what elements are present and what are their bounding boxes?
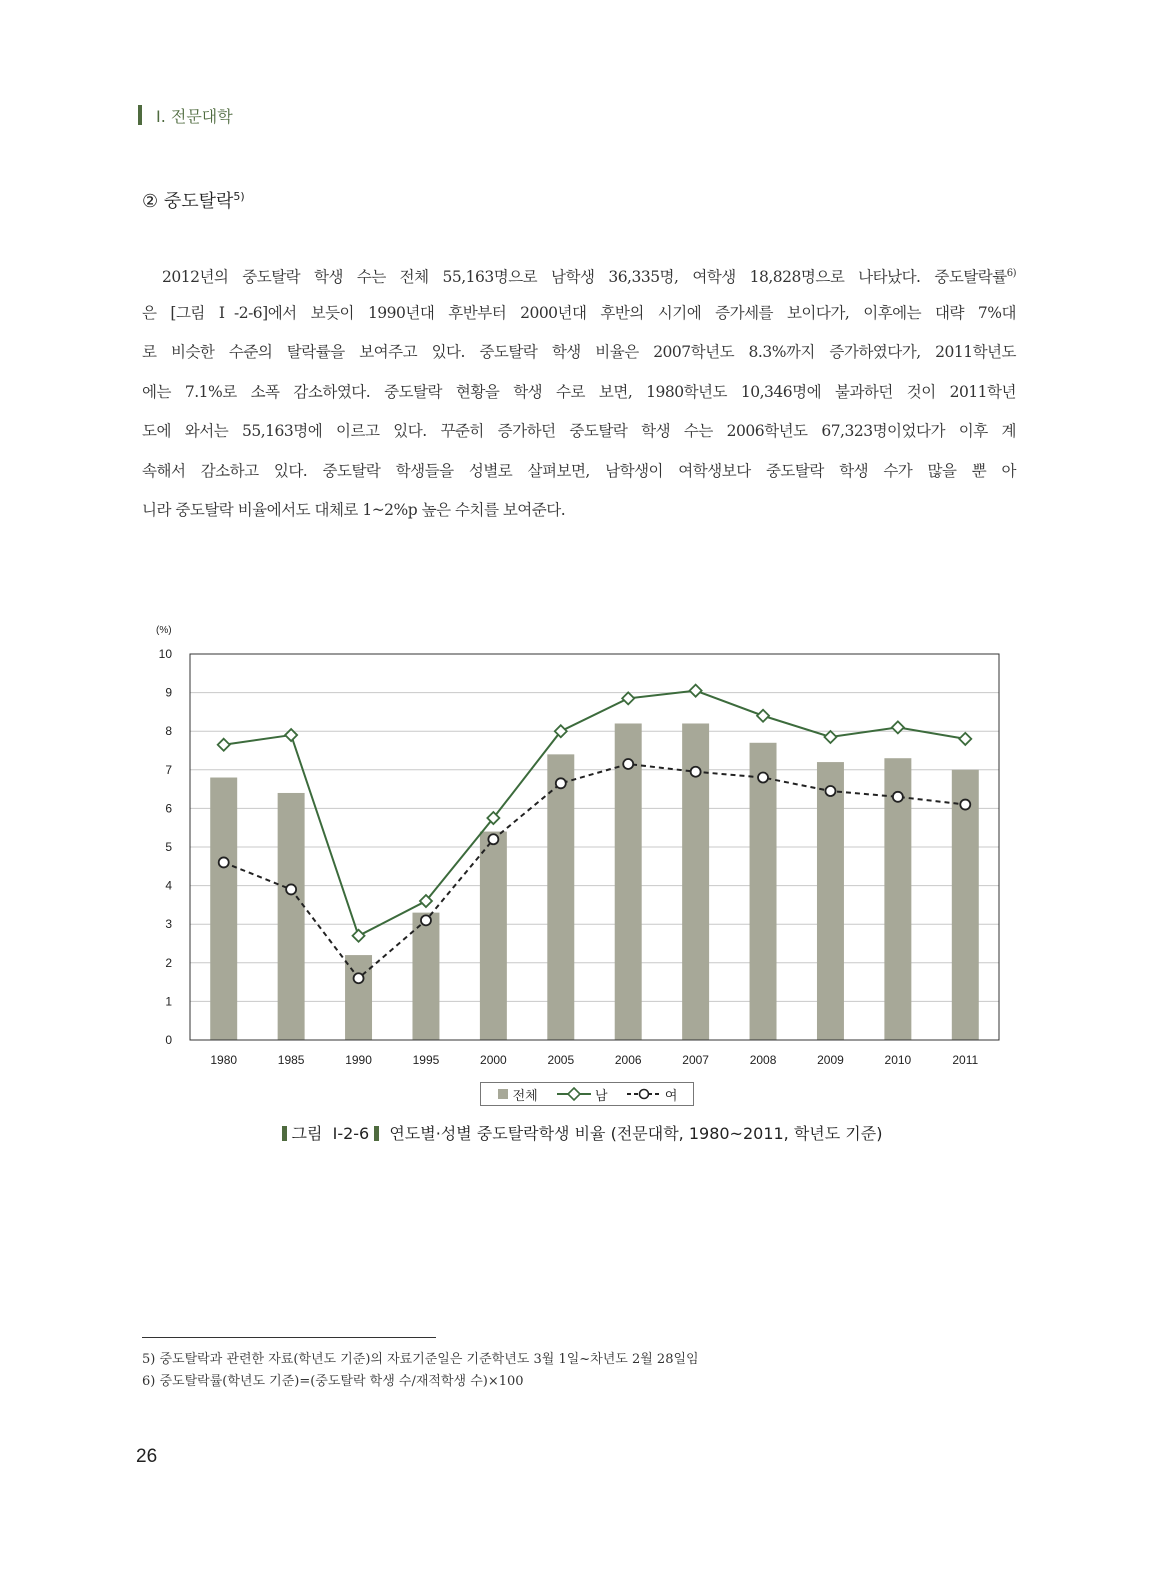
legend-item-male [557, 1085, 608, 1104]
x-tick-label: 2007 [682, 1053, 709, 1067]
point-male [218, 739, 230, 751]
bar-total [345, 955, 372, 1040]
body-line-7: 니라 중도탈락 비율에서도 대체로 1~2%p 높은 수치를 보여준다. [142, 501, 566, 519]
bar-total [817, 762, 844, 1040]
bar-total [750, 743, 777, 1040]
body-line-1: 2012년의 중도탈락 학생 수는 전체 55,163명으로 남학생 36,335명, 여학생 18,828명으로 나타났다. 중도탈락률$^{6)}$ [162, 268, 1016, 287]
point-male [622, 692, 634, 704]
series-line-male [224, 691, 966, 936]
chart-gridlines [190, 693, 999, 1002]
x-tick-label: 1990 [345, 1053, 372, 1067]
footnote-5: 5) 중도탈락과 관련한 자료(학년도 기준)의 자료기준일은 기준학년도 3월 1일~차년도 2월 28일임 [142, 1352, 699, 1367]
x-tick-label: 2005 [547, 1053, 575, 1067]
point-female [354, 973, 364, 983]
body-line-4: 에는 7.1%로 소폭 감소하였다. 중도탈락 현황을 학생 수로 보면, 1980학년도 10,346명에 불과하던 것이 2011학년 [142, 382, 1016, 401]
x-tick-label: 1985 [277, 1053, 305, 1067]
y-tick-label: 0 [165, 1033, 172, 1047]
y-tick-label: 5 [165, 840, 172, 854]
footnote-6: 6) 중도탈락률(학년도 기준)=(중도탈락 학생 수/재적학생 수)×100 [142, 1374, 524, 1389]
footnote-ref-6: 6) [1006, 268, 1016, 279]
caption-prefix: 그림 [291, 1124, 323, 1143]
y-tick-label: 8 [165, 724, 172, 739]
point-male [757, 710, 769, 722]
x-tick-label: 2000 [480, 1053, 507, 1067]
legend-label-male: 남 [595, 1088, 608, 1104]
caption-number: Ⅰ-2-6 [332, 1124, 370, 1143]
figure-caption [0, 1121, 1159, 1144]
body-line-5: 도에 와서는 55,163명에 이르고 있다. 꾸준히 증가하던 중도탈락 학생 수는 2006학년도 67,323명이었다가 이후 계 [142, 422, 1016, 440]
x-tick-label: 1995 [412, 1053, 440, 1067]
body-paragraph [142, 254, 1016, 531]
header-marker [138, 105, 142, 125]
point-male [353, 930, 365, 942]
point-female [488, 834, 498, 844]
y-axis-unit-label: (%) [156, 625, 172, 636]
running-header [138, 104, 233, 126]
x-tick-label: 2009 [817, 1053, 844, 1067]
bar-total [547, 754, 574, 1040]
caption-marker [374, 1126, 379, 1141]
point-female [286, 884, 296, 894]
legend-diamond-line-icon [557, 1087, 591, 1101]
body-line-3: 로 비슷한 수준의 탈락률을 보여주고 있다. 중도탈락 학생 비율은 2007학년도 8.3%까지 증가하였다가, 2011학년도 [142, 343, 1016, 361]
point-female [623, 759, 633, 769]
legend-label-total: 전체 [512, 1088, 538, 1104]
point-female [960, 800, 970, 810]
point-female [556, 778, 566, 788]
dropout-rate-chart [140, 615, 1020, 1075]
chart-bars [210, 723, 979, 1040]
footnote-ref-5: 5) [233, 190, 245, 203]
bar-total [615, 723, 642, 1040]
legend-bar-swatch [497, 1088, 509, 1100]
point-female [691, 767, 701, 777]
y-tick-label: 2 [165, 955, 172, 970]
point-female [758, 773, 768, 783]
y-tick-label: 7 [165, 762, 172, 777]
y-tick-label: 1 [165, 994, 172, 1009]
footnotes [142, 1349, 699, 1393]
series-line-female [224, 764, 966, 978]
caption-marker [282, 1126, 287, 1141]
legend-label-female: 여 [664, 1088, 678, 1104]
point-female [219, 857, 229, 867]
body-line-6: 속해서 감소하고 있다. 중도탈락 학생들을 성별로 살펴보면, 남학생이 여학생보다 중도탈락 학생 수가 많을 뿐 아 [142, 461, 1016, 480]
point-female [825, 786, 835, 796]
point-female [421, 915, 431, 925]
x-tick-label: 2006 [614, 1053, 642, 1067]
y-tick-label: 3 [165, 917, 172, 932]
point-male [959, 733, 971, 745]
page-number: 26 [136, 1446, 158, 1467]
header-section-title: Ⅰ. 전문대학 [156, 106, 233, 126]
chart-legend [480, 1082, 694, 1106]
body-line-2: 은 [그림 Ⅰ-2-6]에서 보듯이 1990년대 후반부터 2000년대 후반의 시기에 증가세를 보이다가, 이후에는 대략 7%대 [142, 303, 1016, 322]
caption-text: 연도별·성별 중도탈락학생 비율 (전문대학, 1980~2011, 학년도 기준) [389, 1124, 883, 1143]
y-tick-label: 9 [165, 685, 172, 700]
x-tick-label: 2011 [952, 1053, 979, 1067]
footnote-divider [142, 1337, 436, 1338]
bar-total [278, 793, 305, 1040]
section-heading [142, 187, 245, 213]
bar-total [210, 778, 237, 1040]
legend-circle-dashed-line-icon [627, 1087, 661, 1101]
x-tick-label: 2008 [749, 1053, 777, 1067]
chart-lines [218, 685, 972, 984]
y-tick-label: 10 [158, 647, 172, 661]
y-tick-label: 6 [165, 801, 172, 816]
section-heading-text: ② 중도탈락 [142, 191, 234, 212]
bar-total [412, 913, 439, 1040]
bar-total [480, 832, 507, 1040]
point-female [893, 792, 903, 802]
y-tick-label: 4 [165, 878, 172, 893]
legend-item-total [497, 1085, 538, 1104]
x-tick-label: 1980 [210, 1053, 238, 1067]
point-male [824, 731, 836, 743]
x-tick-label: 2010 [884, 1053, 912, 1067]
point-male [690, 685, 702, 697]
legend-item-female [627, 1085, 678, 1104]
